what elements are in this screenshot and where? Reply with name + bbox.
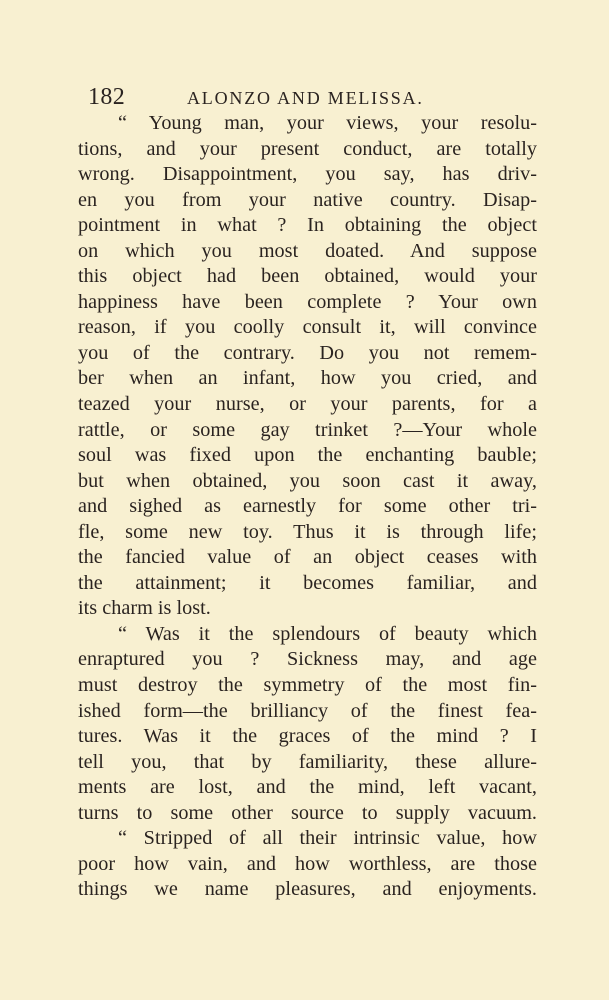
running-title: ALONZO AND MELISSA.	[187, 88, 424, 108]
text-line-13: rattle, or some gay trinket ?—Your whole	[78, 418, 537, 441]
text-line-8: happiness have been complete ? Your own	[78, 290, 537, 313]
text-line-4: en you from your native country. Disap-	[78, 188, 537, 211]
text-line-23: must destroy the symmetry of the most fin-	[78, 674, 537, 697]
text-line-10: you of the contrary. Do you not remem-	[78, 341, 537, 364]
body-text	[78, 111, 537, 903]
text-line-27: ments are lost, and the mind, left vacant,	[78, 776, 537, 799]
text-line-26: tell you, that by familiarity, these allure-	[78, 750, 537, 773]
text-line-9: reason, if you coolly consult it, will convince	[78, 316, 537, 339]
text-line-25: tures. Was it the graces of the mind ? I	[78, 725, 537, 748]
text-line-21: “ Was it the splendours of beauty which	[118, 622, 537, 645]
text-line-30: poor how vain, and how worthless, are those	[78, 852, 537, 875]
text-line-6: on which you most doated. And suppose	[78, 239, 537, 262]
text-line-28: turns to some other source to supply vacuum.	[78, 801, 537, 824]
page-header	[88, 80, 548, 114]
text-line-14: soul was fixed upon the enchanting bauble;	[78, 444, 537, 467]
text-line-1: “ Young man, your views, your resolu-	[118, 112, 537, 134]
text-line-22: enraptured you ? Sickness may, and age	[78, 648, 537, 671]
text-line-3: wrong. Disappointment, you say, has driv-	[78, 163, 537, 186]
text-line-18: the fancied value of an object ceases with	[78, 546, 537, 569]
text-line-19: the attainment; it becomes familiar, and	[78, 571, 537, 594]
text-line-2: tions, and your present conduct, are totally	[78, 137, 537, 160]
text-line-5: pointment in what ? In obtaining the object	[78, 214, 537, 237]
text-line-31: things we name pleasures, and enjoyments.	[78, 878, 537, 901]
text-line-7: this object had been obtained, would your	[78, 265, 537, 288]
text-line-15: but when obtained, you soon cast it away,	[78, 469, 537, 492]
text-line-12: teazed your nurse, or your parents, for a	[78, 393, 537, 416]
text-line-17: fle, some new toy. Thus it is through life;	[78, 520, 537, 543]
page-number: 182	[88, 84, 126, 110]
text-line-11: ber when an infant, how you cried, and	[78, 367, 537, 390]
text-line-16: and sighed as earnestly for some other tri-	[78, 495, 537, 518]
text-line-20: its charm is lost.	[78, 597, 211, 620]
text-line-29: “ Stripped of all their intrinsic value, how	[118, 827, 537, 850]
text-line-24: ished form—the brilliancy of the finest fea-	[78, 699, 537, 722]
